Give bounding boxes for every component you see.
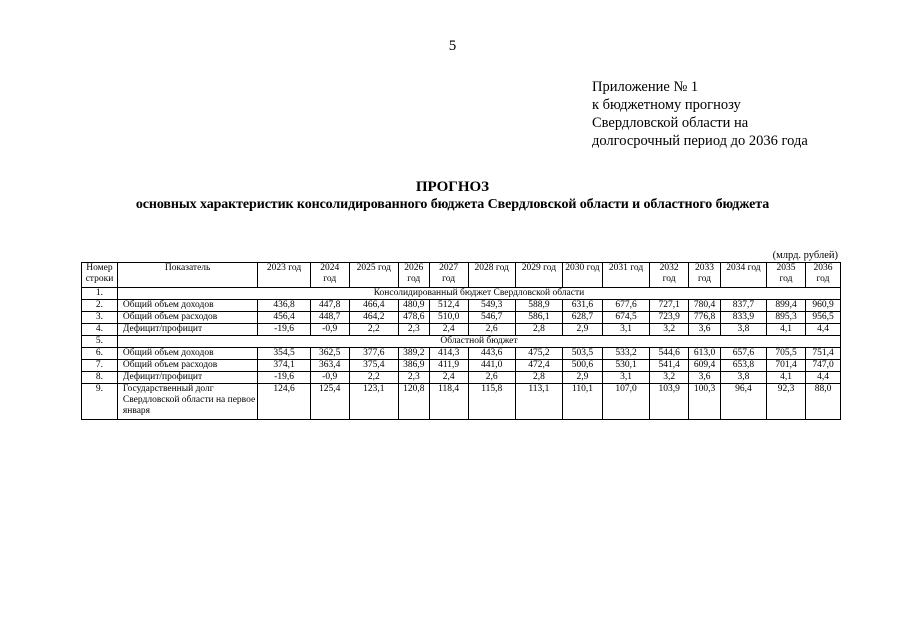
- value-cell: 3,6: [689, 324, 721, 336]
- value-cell: 960,9: [806, 300, 841, 312]
- header-year: 2032 год: [650, 263, 689, 288]
- value-cell: 448,7: [310, 312, 349, 324]
- header-year: 2034 год: [720, 263, 766, 288]
- row-number: 4.: [82, 324, 118, 336]
- value-cell: 503,5: [562, 348, 602, 360]
- value-cell: 2,4: [429, 372, 468, 384]
- header-year: 2024 год: [310, 263, 349, 288]
- value-cell: 125,4: [310, 384, 349, 420]
- value-cell: 118,4: [429, 384, 468, 420]
- value-cell: 441,0: [468, 360, 515, 372]
- value-cell: 374,1: [258, 360, 310, 372]
- header-year: 2033 год: [689, 263, 721, 288]
- table-row: [82, 360, 841, 372]
- row-number: 9.: [82, 384, 118, 420]
- appendix-line: Приложение № 1: [592, 79, 699, 95]
- value-cell: 464,2: [349, 312, 398, 324]
- value-cell: 899,4: [767, 300, 806, 312]
- header-year: 2036 год: [806, 263, 841, 288]
- value-cell: 674,5: [602, 312, 649, 324]
- value-cell: 447,8: [310, 300, 349, 312]
- table-row: [82, 312, 841, 324]
- value-cell: 115,8: [468, 384, 515, 420]
- value-cell: 3,6: [689, 372, 721, 384]
- section-title: Консолидированный бюджет Свердловской области: [117, 288, 840, 300]
- page-number: 5: [448, 38, 457, 54]
- value-cell: -19,6: [258, 372, 310, 384]
- forecast-table: [81, 262, 841, 420]
- table-section-row: [82, 336, 841, 348]
- value-cell: 2,3: [398, 372, 429, 384]
- value-cell: 107,0: [602, 384, 649, 420]
- value-cell: -0,9: [310, 372, 349, 384]
- value-cell: 895,3: [767, 312, 806, 324]
- value-cell: 103,9: [650, 384, 689, 420]
- table-header-row: [82, 263, 841, 288]
- value-cell: 546,7: [468, 312, 515, 324]
- value-cell: 2,2: [349, 324, 398, 336]
- value-cell: 533,2: [602, 348, 649, 360]
- value-cell: 747,0: [806, 360, 841, 372]
- value-cell: 375,4: [349, 360, 398, 372]
- value-cell: 2,6: [468, 372, 515, 384]
- value-cell: 123,1: [349, 384, 398, 420]
- value-cell: 443,6: [468, 348, 515, 360]
- value-cell: 705,5: [767, 348, 806, 360]
- value-cell: 653,8: [720, 360, 766, 372]
- value-cell: 723,9: [650, 312, 689, 324]
- value-cell: 776,8: [689, 312, 721, 324]
- value-cell: 472,4: [515, 360, 562, 372]
- value-cell: 88,0: [806, 384, 841, 420]
- header-year: 2030 год: [562, 263, 602, 288]
- value-cell: 530,1: [602, 360, 649, 372]
- value-cell: 510,0: [429, 312, 468, 324]
- value-cell: 3,1: [602, 372, 649, 384]
- value-cell: 613,0: [689, 348, 721, 360]
- value-cell: 2,3: [398, 324, 429, 336]
- table-row: [82, 384, 841, 420]
- header-row-number: Номер строки: [82, 263, 118, 288]
- value-cell: 2,2: [349, 372, 398, 384]
- value-cell: 3,2: [650, 324, 689, 336]
- value-cell: 701,4: [767, 360, 806, 372]
- value-cell: 4,1: [767, 372, 806, 384]
- header-year: 2026 год: [398, 263, 429, 288]
- header-year: 2025 год: [349, 263, 398, 288]
- value-cell: 549,3: [468, 300, 515, 312]
- value-cell: 4,1: [767, 324, 806, 336]
- value-cell: 586,1: [515, 312, 562, 324]
- value-cell: -19,6: [258, 324, 310, 336]
- value-cell: 2,4: [429, 324, 468, 336]
- table-row: [82, 300, 841, 312]
- header-year: 2027 год: [429, 263, 468, 288]
- value-cell: 466,4: [349, 300, 398, 312]
- value-cell: 3,8: [720, 372, 766, 384]
- value-cell: 588,9: [515, 300, 562, 312]
- value-cell: 92,3: [767, 384, 806, 420]
- value-cell: 389,2: [398, 348, 429, 360]
- indicator-name: Общий объем расходов: [117, 360, 258, 372]
- document-title: ПРОГНОЗ: [415, 179, 490, 195]
- value-cell: 631,6: [562, 300, 602, 312]
- value-cell: 414,3: [429, 348, 468, 360]
- indicator-name: Дефицит/профицит: [117, 372, 258, 384]
- row-number: 5.: [82, 336, 118, 348]
- table-row: [82, 324, 841, 336]
- value-cell: 3,1: [602, 324, 649, 336]
- section-title: Областной бюджет: [117, 336, 840, 348]
- value-cell: 833,9: [720, 312, 766, 324]
- document-subtitle: основных характеристик консолидированного бюджета Свердловской области и областного бюджета: [135, 197, 770, 212]
- value-cell: 478,6: [398, 312, 429, 324]
- appendix-line: Свердловской области на: [592, 115, 749, 131]
- value-cell: 512,4: [429, 300, 468, 312]
- units-label: (млрд. рублей): [772, 250, 838, 261]
- value-cell: 609,4: [689, 360, 721, 372]
- row-number: 3.: [82, 312, 118, 324]
- value-cell: 480,9: [398, 300, 429, 312]
- header-year: 2023 год: [258, 263, 310, 288]
- row-number: 8.: [82, 372, 118, 384]
- value-cell: 500,6: [562, 360, 602, 372]
- row-number: 7.: [82, 360, 118, 372]
- appendix-line: долгосрочный период до 2036 года: [592, 133, 808, 149]
- value-cell: 956,5: [806, 312, 841, 324]
- indicator-name: Государственный долг Свердловской области на первое января: [117, 384, 258, 420]
- header-year: 2028 год: [468, 263, 515, 288]
- row-number: 6.: [82, 348, 118, 360]
- value-cell: 2,6: [468, 324, 515, 336]
- value-cell: 124,6: [258, 384, 310, 420]
- value-cell: 377,6: [349, 348, 398, 360]
- value-cell: 3,2: [650, 372, 689, 384]
- value-cell: 436,8: [258, 300, 310, 312]
- value-cell: 386,9: [398, 360, 429, 372]
- header-year: 2031 год: [602, 263, 649, 288]
- value-cell: 544,6: [650, 348, 689, 360]
- value-cell: 96,4: [720, 384, 766, 420]
- header-indicator: Показатель: [117, 263, 258, 288]
- value-cell: 751,4: [806, 348, 841, 360]
- value-cell: 475,2: [515, 348, 562, 360]
- value-cell: 541,4: [650, 360, 689, 372]
- appendix-line: к бюджетному прогнозу: [592, 97, 741, 113]
- table-row: [82, 348, 841, 360]
- value-cell: 727,1: [650, 300, 689, 312]
- value-cell: 100,3: [689, 384, 721, 420]
- value-cell: 363,4: [310, 360, 349, 372]
- value-cell: 657,6: [720, 348, 766, 360]
- value-cell: 362,5: [310, 348, 349, 360]
- value-cell: 411,9: [429, 360, 468, 372]
- value-cell: 354,5: [258, 348, 310, 360]
- value-cell: 120,8: [398, 384, 429, 420]
- value-cell: 2,8: [515, 372, 562, 384]
- row-number: 1.: [82, 288, 118, 300]
- value-cell: 3,8: [720, 324, 766, 336]
- value-cell: 2,9: [562, 324, 602, 336]
- value-cell: 110,1: [562, 384, 602, 420]
- row-number: 2.: [82, 300, 118, 312]
- indicator-name: Общий объем расходов: [117, 312, 258, 324]
- value-cell: 837,7: [720, 300, 766, 312]
- value-cell: 4,4: [806, 372, 841, 384]
- appendix-block: [592, 78, 808, 150]
- header-year: 2029 год: [515, 263, 562, 288]
- indicator-name: Общий объем доходов: [117, 300, 258, 312]
- table-row: [82, 372, 841, 384]
- value-cell: -0,9: [310, 324, 349, 336]
- value-cell: 456,4: [258, 312, 310, 324]
- indicator-name: Общий объем доходов: [117, 348, 258, 360]
- value-cell: 780,4: [689, 300, 721, 312]
- table-section-row: [82, 288, 841, 300]
- indicator-name: Дефицит/профицит: [117, 324, 258, 336]
- value-cell: 677,6: [602, 300, 649, 312]
- header-year: 2035 год: [767, 263, 806, 288]
- value-cell: 2,8: [515, 324, 562, 336]
- value-cell: 4,4: [806, 324, 841, 336]
- value-cell: 113,1: [515, 384, 562, 420]
- value-cell: 2,9: [562, 372, 602, 384]
- value-cell: 628,7: [562, 312, 602, 324]
